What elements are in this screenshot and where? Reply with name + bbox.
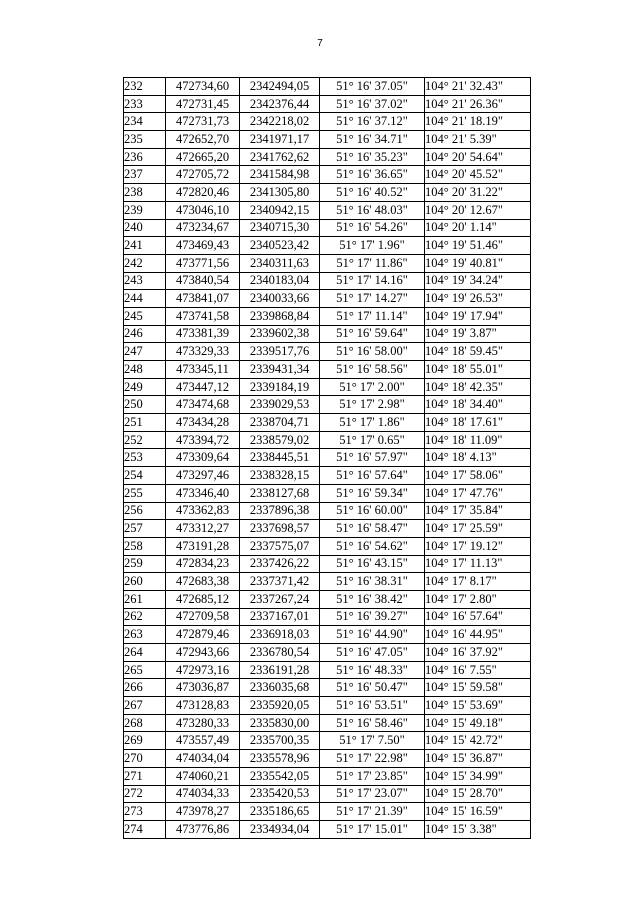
y-coordinate-cell: 2335542,05 xyxy=(240,767,320,785)
y-coordinate-cell: 2342494,05 xyxy=(240,78,320,96)
y-coordinate-cell: 2341305,80 xyxy=(240,184,320,202)
coordinates-table-body xyxy=(124,78,531,839)
latitude-cell: 51° 16' 35.23" xyxy=(320,148,425,166)
latitude-cell: 51° 16' 48.33" xyxy=(320,661,425,679)
x-coordinate-cell: 474034,04 xyxy=(166,750,240,768)
y-coordinate-cell: 2337167,01 xyxy=(240,608,320,626)
x-coordinate-cell: 473741,58 xyxy=(166,307,240,325)
longitude-cell: 104° 16' 44.95" xyxy=(425,626,531,644)
x-coordinate-cell: 472683,38 xyxy=(166,573,240,591)
table-row xyxy=(124,626,531,644)
table-row xyxy=(124,484,531,502)
point-number-cell: 252 xyxy=(124,431,166,449)
latitude-cell: 51° 16' 50.47" xyxy=(320,679,425,697)
x-coordinate-cell: 472834,23 xyxy=(166,555,240,573)
point-number-cell: 267 xyxy=(124,697,166,715)
table-row xyxy=(124,396,531,414)
latitude-cell: 51° 17' 1.96" xyxy=(320,237,425,255)
y-coordinate-cell: 2335700,35 xyxy=(240,732,320,750)
longitude-cell: 104° 21' 26.36" xyxy=(425,95,531,113)
longitude-cell: 104° 18' 17.61" xyxy=(425,414,531,432)
point-number-cell: 249 xyxy=(124,378,166,396)
x-coordinate-cell: 473128,83 xyxy=(166,697,240,715)
y-coordinate-cell: 2335420,53 xyxy=(240,785,320,803)
table-row xyxy=(124,361,531,379)
latitude-cell: 51° 17' 14.16" xyxy=(320,272,425,290)
longitude-cell: 104° 21' 5.39" xyxy=(425,131,531,149)
longitude-cell: 104° 15' 42.72" xyxy=(425,732,531,750)
longitude-cell: 104° 15' 28.70" xyxy=(425,785,531,803)
y-coordinate-cell: 2340033,66 xyxy=(240,290,320,308)
longitude-cell: 104° 19' 51.46" xyxy=(425,237,531,255)
point-number-cell: 255 xyxy=(124,484,166,502)
y-coordinate-cell: 2338704,71 xyxy=(240,414,320,432)
x-coordinate-cell: 473978,27 xyxy=(166,803,240,821)
x-coordinate-cell: 473394,72 xyxy=(166,431,240,449)
latitude-cell: 51° 16' 48.03" xyxy=(320,201,425,219)
longitude-cell: 104° 16' 37.92" xyxy=(425,644,531,662)
latitude-cell: 51° 16' 57.64" xyxy=(320,467,425,485)
table-row xyxy=(124,290,531,308)
point-number-cell: 234 xyxy=(124,113,166,131)
table-row xyxy=(124,644,531,662)
point-number-cell: 246 xyxy=(124,325,166,343)
longitude-cell: 104° 18' 42.35" xyxy=(425,378,531,396)
latitude-cell: 51° 16' 58.47" xyxy=(320,520,425,538)
table-row xyxy=(124,537,531,555)
longitude-cell: 104° 17' 19.12" xyxy=(425,537,531,555)
point-number-cell: 269 xyxy=(124,732,166,750)
table-row xyxy=(124,219,531,237)
x-coordinate-cell: 472731,45 xyxy=(166,95,240,113)
latitude-cell: 51° 16' 34.71" xyxy=(320,131,425,149)
longitude-cell: 104° 18' 59.45" xyxy=(425,343,531,361)
y-coordinate-cell: 2336780,54 xyxy=(240,644,320,662)
x-coordinate-cell: 473381,39 xyxy=(166,325,240,343)
x-coordinate-cell: 472709,58 xyxy=(166,608,240,626)
table-row xyxy=(124,803,531,821)
y-coordinate-cell: 2339029,53 xyxy=(240,396,320,414)
table-row xyxy=(124,378,531,396)
latitude-cell: 51° 16' 40.52" xyxy=(320,184,425,202)
longitude-cell: 104° 19' 17.94" xyxy=(425,307,531,325)
latitude-cell: 51° 16' 39.27" xyxy=(320,608,425,626)
point-number-cell: 238 xyxy=(124,184,166,202)
longitude-cell: 104° 15' 3.38" xyxy=(425,820,531,838)
latitude-cell: 51° 17' 2.98" xyxy=(320,396,425,414)
latitude-cell: 51° 16' 37.12" xyxy=(320,113,425,131)
latitude-cell: 51° 16' 37.05" xyxy=(320,78,425,96)
page-number: 7 xyxy=(317,38,323,49)
longitude-cell: 104° 15' 59.58" xyxy=(425,679,531,697)
latitude-cell: 51° 16' 58.00" xyxy=(320,343,425,361)
point-number-cell: 253 xyxy=(124,449,166,467)
x-coordinate-cell: 473557,49 xyxy=(166,732,240,750)
table-row xyxy=(124,201,531,219)
latitude-cell: 51° 17' 2.00" xyxy=(320,378,425,396)
longitude-cell: 104° 20' 31.22" xyxy=(425,184,531,202)
point-number-cell: 259 xyxy=(124,555,166,573)
y-coordinate-cell: 2335830,00 xyxy=(240,714,320,732)
point-number-cell: 260 xyxy=(124,573,166,591)
latitude-cell: 51° 17' 15.01" xyxy=(320,820,425,838)
table-row xyxy=(124,732,531,750)
point-number-cell: 245 xyxy=(124,307,166,325)
table-row xyxy=(124,184,531,202)
longitude-cell: 104° 17' 2.80" xyxy=(425,590,531,608)
point-number-cell: 241 xyxy=(124,237,166,255)
x-coordinate-cell: 473434,28 xyxy=(166,414,240,432)
y-coordinate-cell: 2337896,38 xyxy=(240,502,320,520)
longitude-cell: 104° 17' 47.76" xyxy=(425,484,531,502)
y-coordinate-cell: 2337371,42 xyxy=(240,573,320,591)
x-coordinate-cell: 473280,33 xyxy=(166,714,240,732)
latitude-cell: 51° 16' 54.62" xyxy=(320,537,425,555)
latitude-cell: 51° 17' 11.86" xyxy=(320,254,425,272)
longitude-cell: 104° 18' 11.09" xyxy=(425,431,531,449)
point-number-cell: 254 xyxy=(124,467,166,485)
y-coordinate-cell: 2337426,22 xyxy=(240,555,320,573)
longitude-cell: 104° 20' 12.67" xyxy=(425,201,531,219)
x-coordinate-cell: 472665,20 xyxy=(166,148,240,166)
point-number-cell: 248 xyxy=(124,361,166,379)
table-row xyxy=(124,785,531,803)
latitude-cell: 51° 16' 54.26" xyxy=(320,219,425,237)
x-coordinate-cell: 473841,07 xyxy=(166,290,240,308)
x-coordinate-cell: 473447,12 xyxy=(166,378,240,396)
y-coordinate-cell: 2335186,65 xyxy=(240,803,320,821)
x-coordinate-cell: 473840,54 xyxy=(166,272,240,290)
latitude-cell: 51° 16' 47.05" xyxy=(320,644,425,662)
table-row xyxy=(124,714,531,732)
table-row xyxy=(124,148,531,166)
table-row xyxy=(124,750,531,768)
y-coordinate-cell: 2341971,17 xyxy=(240,131,320,149)
longitude-cell: 104° 17' 35.84" xyxy=(425,502,531,520)
point-number-cell: 239 xyxy=(124,201,166,219)
point-number-cell: 244 xyxy=(124,290,166,308)
x-coordinate-cell: 474034,33 xyxy=(166,785,240,803)
point-number-cell: 237 xyxy=(124,166,166,184)
longitude-cell: 104° 17' 11.13" xyxy=(425,555,531,573)
longitude-cell: 104° 17' 58.06" xyxy=(425,467,531,485)
latitude-cell: 51° 17' 0.65" xyxy=(320,431,425,449)
point-number-cell: 265 xyxy=(124,661,166,679)
point-number-cell: 240 xyxy=(124,219,166,237)
longitude-cell: 104° 19' 26.53" xyxy=(425,290,531,308)
point-number-cell: 258 xyxy=(124,537,166,555)
longitude-cell: 104° 15' 16.59" xyxy=(425,803,531,821)
x-coordinate-cell: 473036,87 xyxy=(166,679,240,697)
point-number-cell: 266 xyxy=(124,679,166,697)
latitude-cell: 51° 16' 38.42" xyxy=(320,590,425,608)
longitude-cell: 104° 15' 49.18" xyxy=(425,714,531,732)
x-coordinate-cell: 472820,46 xyxy=(166,184,240,202)
y-coordinate-cell: 2338127,68 xyxy=(240,484,320,502)
y-coordinate-cell: 2335920,05 xyxy=(240,697,320,715)
table-row xyxy=(124,449,531,467)
y-coordinate-cell: 2340715,30 xyxy=(240,219,320,237)
table-row xyxy=(124,679,531,697)
y-coordinate-cell: 2340311,63 xyxy=(240,254,320,272)
y-coordinate-cell: 2335578,96 xyxy=(240,750,320,768)
table-row xyxy=(124,307,531,325)
x-coordinate-cell: 472734,60 xyxy=(166,78,240,96)
longitude-cell: 104° 15' 53.69" xyxy=(425,697,531,715)
longitude-cell: 104° 17' 25.59" xyxy=(425,520,531,538)
latitude-cell: 51° 16' 36.65" xyxy=(320,166,425,184)
y-coordinate-cell: 2339517,76 xyxy=(240,343,320,361)
point-number-cell: 250 xyxy=(124,396,166,414)
table-row xyxy=(124,272,531,290)
longitude-cell: 104° 20' 45.52" xyxy=(425,166,531,184)
table-row xyxy=(124,254,531,272)
longitude-cell: 104° 18' 34.40" xyxy=(425,396,531,414)
y-coordinate-cell: 2337267,24 xyxy=(240,590,320,608)
latitude-cell: 51° 16' 59.34" xyxy=(320,484,425,502)
table-row xyxy=(124,608,531,626)
latitude-cell: 51° 17' 22.98" xyxy=(320,750,425,768)
table-row xyxy=(124,237,531,255)
point-number-cell: 235 xyxy=(124,131,166,149)
point-number-cell: 270 xyxy=(124,750,166,768)
latitude-cell: 51° 17' 11.14" xyxy=(320,307,425,325)
y-coordinate-cell: 2338579,02 xyxy=(240,431,320,449)
point-number-cell: 268 xyxy=(124,714,166,732)
table-row xyxy=(124,520,531,538)
longitude-cell: 104° 20' 1.14" xyxy=(425,219,531,237)
latitude-cell: 51° 17' 21.39" xyxy=(320,803,425,821)
latitude-cell: 51° 16' 44.90" xyxy=(320,626,425,644)
y-coordinate-cell: 2339431,34 xyxy=(240,361,320,379)
y-coordinate-cell: 2341762,62 xyxy=(240,148,320,166)
point-number-cell: 273 xyxy=(124,803,166,821)
latitude-cell: 51° 16' 37.02" xyxy=(320,95,425,113)
table-row xyxy=(124,166,531,184)
latitude-cell: 51° 16' 59.64" xyxy=(320,325,425,343)
latitude-cell: 51° 17' 1.86" xyxy=(320,414,425,432)
x-coordinate-cell: 473329,33 xyxy=(166,343,240,361)
y-coordinate-cell: 2336191,28 xyxy=(240,661,320,679)
table-row xyxy=(124,661,531,679)
table-row xyxy=(124,502,531,520)
y-coordinate-cell: 2340942,15 xyxy=(240,201,320,219)
longitude-cell: 104° 15' 36.87" xyxy=(425,750,531,768)
x-coordinate-cell: 473474,68 xyxy=(166,396,240,414)
y-coordinate-cell: 2336035,68 xyxy=(240,679,320,697)
coordinates-table xyxy=(123,77,531,839)
point-number-cell: 262 xyxy=(124,608,166,626)
latitude-cell: 51° 16' 43.15" xyxy=(320,555,425,573)
x-coordinate-cell: 472731,73 xyxy=(166,113,240,131)
latitude-cell: 51° 16' 58.56" xyxy=(320,361,425,379)
point-number-cell: 243 xyxy=(124,272,166,290)
latitude-cell: 51° 17' 14.27" xyxy=(320,290,425,308)
y-coordinate-cell: 2336918,03 xyxy=(240,626,320,644)
longitude-cell: 104° 21' 18.19" xyxy=(425,113,531,131)
table-row xyxy=(124,697,531,715)
table-row xyxy=(124,113,531,131)
table-row xyxy=(124,131,531,149)
point-number-cell: 233 xyxy=(124,95,166,113)
point-number-cell: 247 xyxy=(124,343,166,361)
y-coordinate-cell: 2338328,15 xyxy=(240,467,320,485)
point-number-cell: 261 xyxy=(124,590,166,608)
x-coordinate-cell: 473309,64 xyxy=(166,449,240,467)
x-coordinate-cell: 472943,66 xyxy=(166,644,240,662)
longitude-cell: 104° 18' 55.01" xyxy=(425,361,531,379)
latitude-cell: 51° 17' 23.07" xyxy=(320,785,425,803)
table-row xyxy=(124,325,531,343)
point-number-cell: 272 xyxy=(124,785,166,803)
table-row xyxy=(124,343,531,361)
longitude-cell: 104° 19' 40.81" xyxy=(425,254,531,272)
point-number-cell: 251 xyxy=(124,414,166,432)
longitude-cell: 104° 19' 34.24" xyxy=(425,272,531,290)
table-row xyxy=(124,590,531,608)
longitude-cell: 104° 21' 32.43" xyxy=(425,78,531,96)
table-row xyxy=(124,573,531,591)
longitude-cell: 104° 19' 3.87" xyxy=(425,325,531,343)
x-coordinate-cell: 472879,46 xyxy=(166,626,240,644)
point-number-cell: 257 xyxy=(124,520,166,538)
latitude-cell: 51° 16' 57.97" xyxy=(320,449,425,467)
point-number-cell: 256 xyxy=(124,502,166,520)
longitude-cell: 104° 15' 34.99" xyxy=(425,767,531,785)
x-coordinate-cell: 472652,70 xyxy=(166,131,240,149)
longitude-cell: 104° 16' 57.64" xyxy=(425,608,531,626)
table-row xyxy=(124,431,531,449)
y-coordinate-cell: 2339868,84 xyxy=(240,307,320,325)
y-coordinate-cell: 2342218,02 xyxy=(240,113,320,131)
y-coordinate-cell: 2334934,04 xyxy=(240,820,320,838)
point-number-cell: 274 xyxy=(124,820,166,838)
x-coordinate-cell: 473046,10 xyxy=(166,201,240,219)
y-coordinate-cell: 2342376,44 xyxy=(240,95,320,113)
point-number-cell: 264 xyxy=(124,644,166,662)
y-coordinate-cell: 2340183,04 xyxy=(240,272,320,290)
x-coordinate-cell: 472705,72 xyxy=(166,166,240,184)
table-row xyxy=(124,467,531,485)
point-number-cell: 263 xyxy=(124,626,166,644)
longitude-cell: 104° 17' 8.17" xyxy=(425,573,531,591)
point-number-cell: 236 xyxy=(124,148,166,166)
x-coordinate-cell: 473297,46 xyxy=(166,467,240,485)
table-row xyxy=(124,78,531,96)
x-coordinate-cell: 473312,27 xyxy=(166,520,240,538)
x-coordinate-cell: 473776,86 xyxy=(166,820,240,838)
table-row xyxy=(124,555,531,573)
x-coordinate-cell: 473469,43 xyxy=(166,237,240,255)
longitude-cell: 104° 16' 7.55" xyxy=(425,661,531,679)
table-row xyxy=(124,414,531,432)
x-coordinate-cell: 473345,11 xyxy=(166,361,240,379)
longitude-cell: 104° 18' 4.13" xyxy=(425,449,531,467)
y-coordinate-cell: 2339184,19 xyxy=(240,378,320,396)
point-number-cell: 232 xyxy=(124,78,166,96)
y-coordinate-cell: 2338445,51 xyxy=(240,449,320,467)
y-coordinate-cell: 2337575,07 xyxy=(240,537,320,555)
latitude-cell: 51° 16' 53.51" xyxy=(320,697,425,715)
y-coordinate-cell: 2339602,38 xyxy=(240,325,320,343)
x-coordinate-cell: 473234,67 xyxy=(166,219,240,237)
latitude-cell: 51° 16' 60.00" xyxy=(320,502,425,520)
y-coordinate-cell: 2340523,42 xyxy=(240,237,320,255)
point-number-cell: 242 xyxy=(124,254,166,272)
point-number-cell: 271 xyxy=(124,767,166,785)
x-coordinate-cell: 472973,16 xyxy=(166,661,240,679)
table-row xyxy=(124,767,531,785)
x-coordinate-cell: 473362,83 xyxy=(166,502,240,520)
latitude-cell: 51° 17' 7.50" xyxy=(320,732,425,750)
x-coordinate-cell: 473191,28 xyxy=(166,537,240,555)
latitude-cell: 51° 17' 23.85" xyxy=(320,767,425,785)
longitude-cell: 104° 20' 54.64" xyxy=(425,148,531,166)
latitude-cell: 51° 16' 58.46" xyxy=(320,714,425,732)
y-coordinate-cell: 2337698,57 xyxy=(240,520,320,538)
table-row xyxy=(124,820,531,838)
y-coordinate-cell: 2341584,98 xyxy=(240,166,320,184)
latitude-cell: 51° 16' 38.31" xyxy=(320,573,425,591)
x-coordinate-cell: 473771,56 xyxy=(166,254,240,272)
table-row xyxy=(124,95,531,113)
x-coordinate-cell: 473346,40 xyxy=(166,484,240,502)
x-coordinate-cell: 472685,12 xyxy=(166,590,240,608)
x-coordinate-cell: 474060,21 xyxy=(166,767,240,785)
